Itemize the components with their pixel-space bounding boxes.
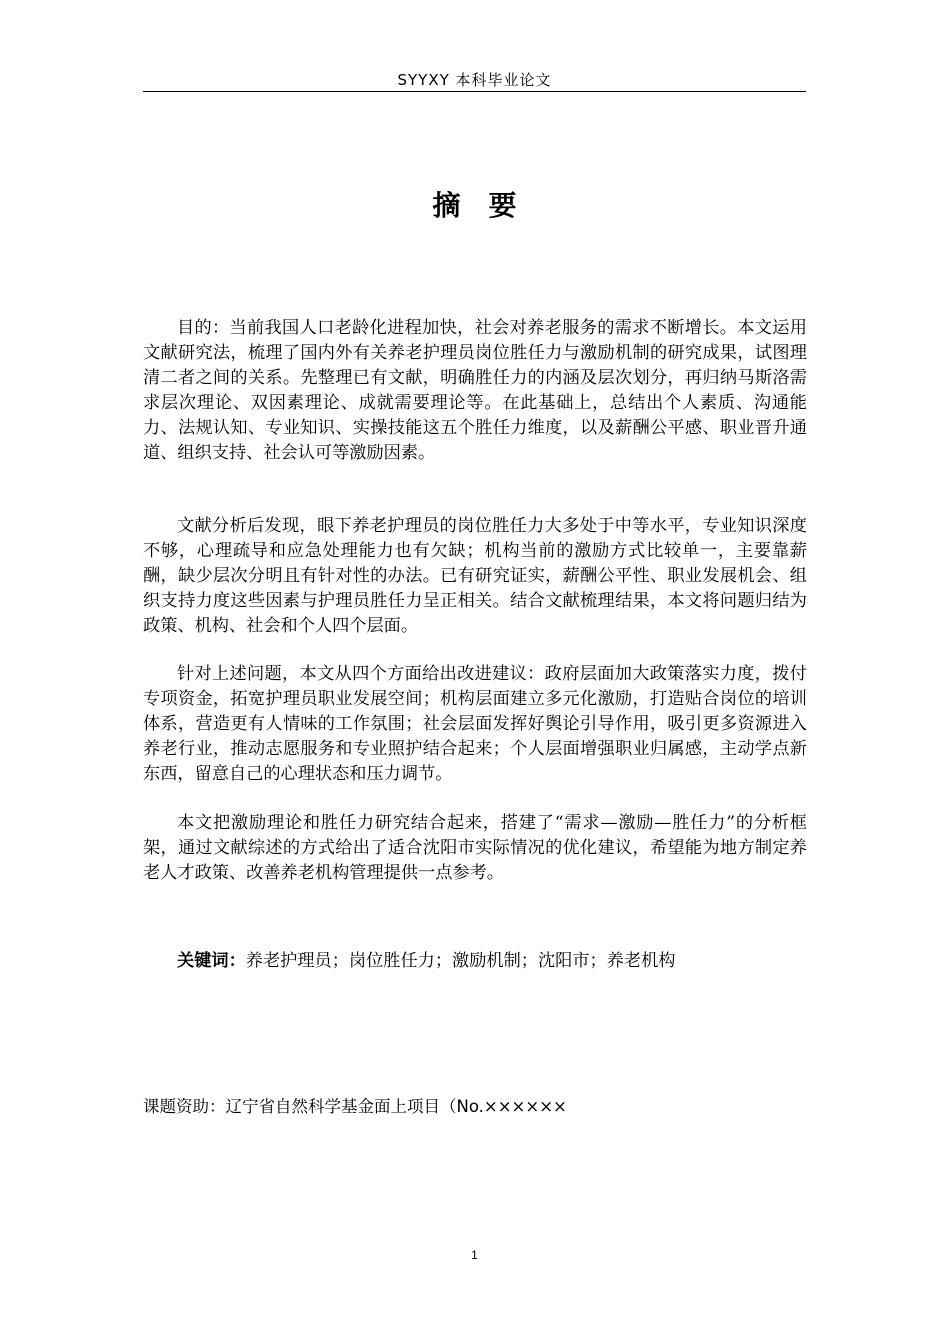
keywords-label: 关键词：	[177, 951, 246, 971]
purpose-text: 当前我国人口老龄化进程加快，社会对养老服务的需求不断增长。本文运用文献研究法，梳理了国内外有关养老护理员岗位胜任力与激励机制的研究成果，试图理清二者之间的关系。先整理已有文献，明确胜任力的内涵及层次划分，再归纳马斯洛需求层次理论、双因素理论、成就需要理论等。在此基础上，总结出个人素质、沟通能力、法规认知、专业知识、实操技能这五个胜任力维度，以及薪酬公平感、职业晋升通道、组织支持、社会认可等激励因素。	[143, 318, 807, 463]
keywords-line	[177, 949, 807, 974]
abstract-title	[143, 186, 806, 226]
header-rule	[143, 91, 806, 92]
abstract-paragraph-conclusion	[143, 811, 807, 886]
conclusion-text: 本文把激励理论和胜任力研究结合起来，搭建了“需求—激励—胜任力”的分析框架，通过文献综述的方式给出了适合沈阳市实际情况的优化建议，希望能为地方制定养老人才政策、改善养老机构管理提供一点参考。	[143, 813, 807, 883]
funding-note: 课题资助：辽宁省自然科学基金面上项目（No.××××××	[143, 1097, 567, 1116]
abstract-paragraph-purpose	[143, 316, 807, 466]
abstract-title-char-1: 摘	[432, 189, 461, 222]
recommendations-text: 针对上述问题，本文从四个方面给出改进建议：政府层面加大政策落实力度，拨付专项资金，拓宽护理员职业发展空间；机构层面建立多元化激励，打造贴合岗位的培训体系，营造更有人情味的工作氛围；社会层面发挥好舆论引导作用，吸引更多资源进入养老行业，推动志愿服务和专业照护结合起来；个人层面增强职业归属感，主动学点新东西，留意自己的心理状态和压力调节。	[143, 664, 807, 784]
abstract-paragraph-recommendations	[143, 662, 807, 787]
findings-text: 文献分析后发现，眼下养老护理员的岗位胜任力大多处于中等水平，专业知识深度不够，心理疏导和应急处理能力也有欠缺；机构当前的激励方式比较单一，主要靠薪酬，缺少层次分明且有针对性的办法。已有研究证实，薪酬公平性、职业发展机会、组织支持力度这些因素与护理员胜任力呈正相关。结合文献梳理结果，本文将问题归结为政策、机构、社会和个人四个层面。	[143, 516, 807, 636]
abstract-paragraph-findings	[143, 514, 807, 639]
running-header: SYYXY 本科毕业论文	[397, 71, 552, 89]
purpose-lead-label: 目的：	[177, 318, 230, 338]
page-number: 1	[471, 1248, 478, 1262]
abstract-title-char-2: 要	[488, 189, 517, 222]
keywords-text: 养老护理员；岗位胜任力；激励机制；沈阳市；养老机构	[245, 951, 676, 971]
